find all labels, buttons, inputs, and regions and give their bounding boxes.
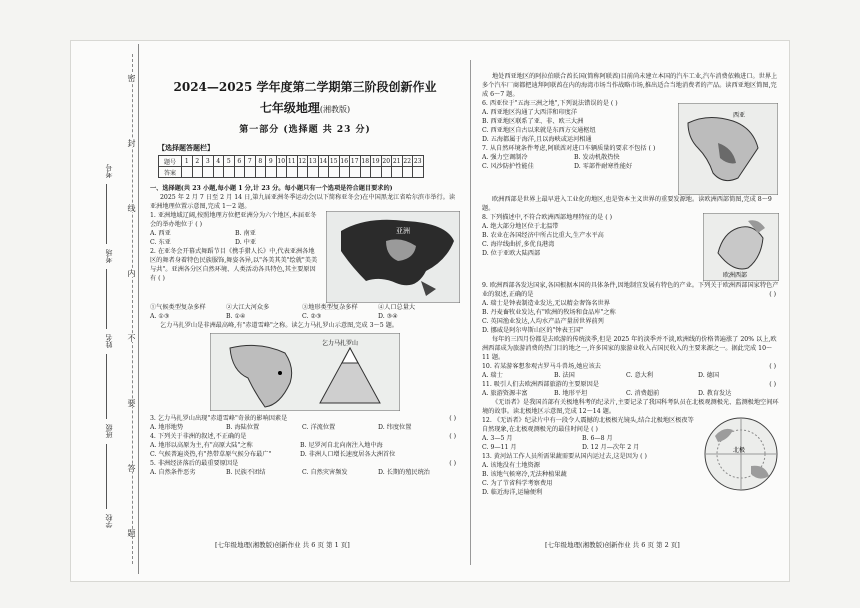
- answer-number-cell: 16: [340, 157, 349, 165]
- seal-word: 封: [127, 139, 136, 147]
- answer-input-cell[interactable]: [329, 167, 340, 178]
- intro-west-asia: 地处西亚地区的阿拉伯联合酋长国(简称阿联酋)目前尚未建立本国的汽车工业,汽车消费依赖进口。世界上多个汽车厂商都把迪拜阿联酋在内的海湾市场当作战略市场,推出适合当地消费者的产品。读西亚地区简图,完成 6～7 题。: [482, 73, 778, 98]
- answer-number-cell: 23: [413, 157, 422, 165]
- page-title: 2024—2025 学年度第二学期第三阶段创新作业: [173, 80, 437, 94]
- question-5: 5. 非洲经济落后的最重要原因是 ( ): [150, 460, 456, 467]
- answer-number-cell: 7: [245, 156, 256, 167]
- q2-items: ①气候类型复杂多样 ②大江大河众多 ③地形类型复杂多样 ④人口总量大: [150, 304, 416, 311]
- answer-input-cell[interactable]: [308, 167, 319, 178]
- answer-number-cell: 2: [192, 156, 203, 167]
- answer-number-cell: 21: [392, 157, 401, 165]
- answer-number-cell: 17: [350, 157, 359, 165]
- answer-input-cell[interactable]: [234, 167, 245, 178]
- answer-number-cell: 5: [224, 156, 235, 167]
- answer-number-cell: 11: [287, 157, 296, 165]
- answer-number-cell: 10: [277, 157, 286, 165]
- intro-arctic: 《无语者》是我国首部有关极地科考的纪录片,主要记录了我国科考队员在北极观测极光、监测极地空间环境的故事。读北极地区示意图,完成 12～14 题。: [482, 399, 779, 415]
- answer-number-cell: 22: [403, 157, 412, 165]
- field-line: [106, 444, 107, 509]
- kilimanjaro-map: [210, 333, 400, 411]
- page-1: [150, 72, 460, 477]
- question-7: 7. 从自然环境条件考虑,阿联酋对进口车辆质量的要求不包括 ( ): [482, 145, 656, 152]
- answer-number-cell: 6: [234, 156, 245, 167]
- field-line: [106, 269, 107, 329]
- answer-number-cell: 15: [329, 157, 338, 165]
- q5-options: A. 自然条件恶劣 B. 民族不团结 C. 自然灾害频发 D. 长期的殖民统治: [150, 469, 430, 476]
- answer-input-cell[interactable]: [192, 167, 203, 178]
- answer-number-cell: 18: [361, 157, 370, 165]
- answer-input-cell[interactable]: [182, 167, 193, 178]
- q4-options: A. 地形以高原为主,有"高原大陆"之称 B. 尼罗河自北向南注入地中海 C. 气候普遍炎热,有"热带草原气候分布最广" D. 非洲人口增长速度居各大洲首位: [150, 442, 396, 458]
- question-11: 11. 吸引人们去欧洲西部旅游的主要原因是 ( ): [482, 381, 776, 388]
- arctic-map: [703, 416, 779, 492]
- q6-options: A. 西亚地区沟通了大西洋和印度洋 B. 西亚地区联系了亚、非、欧三大洲 C. 西亚地区自古以来就是东西方交通枢纽 D. 五海都属于海洋,且以海峡或运河相通: [482, 109, 596, 143]
- seal-word: 密: [127, 74, 136, 82]
- seal-word: 不: [127, 334, 136, 342]
- question-1: 1. 亚洲地域辽阔,按照地理方位把亚洲分为六个地区,本届亚冬会的举办地位于 ( ): [150, 212, 317, 228]
- intro-tourism: 每年的三四月份都是去欧游的传统淡季,但是 2025 年的淡季并不淡,欧洲线的价格普遍涨了 20% 以上,欧洲西部成为旅游消费的热门目的地之一,许多国家的旅游业收入占国民收入的主要来源之一。据此完成 10～11 题。: [482, 336, 777, 361]
- answer-number-cell: 13: [308, 157, 317, 165]
- page-2: [482, 72, 780, 497]
- answer-number-cell: 4: [213, 156, 224, 167]
- map-label-asia: 亚洲: [396, 227, 410, 235]
- answer-input-cell[interactable]: [213, 167, 224, 178]
- field-line: [106, 354, 107, 419]
- q12-options: A. 3—5 月 B. 6—8 月 C. 9—11 月 D. 12 月—次年 2 月: [482, 435, 640, 451]
- seal-sidebar: [76, 44, 139, 574]
- answer-number-cell: 8: [255, 156, 266, 167]
- answer-number-cell: 12: [298, 157, 307, 165]
- field-school: 学校: [105, 514, 113, 528]
- question-12: 12. 《无语者》纪录片中有一段令人震撼的北极极光镜头,结合北极地区极夜等自然现象,在北极观测极光的最佳时间是 ( ): [482, 417, 694, 433]
- subject-title: 七年级地理(湘教版): [259, 101, 351, 115]
- asia-map: [326, 211, 460, 303]
- answer-input-cell[interactable]: [255, 167, 266, 178]
- answer-input-cell[interactable]: [339, 167, 350, 178]
- intro-1: 2025 年 2 月 7 日至 2 月 14 日,第九届亚洲冬季运动会(以下简称亚冬会)在中国黑龙江省哈尔滨市举行。读亚洲地理位置示意图,完成 1～2 题。: [150, 194, 456, 210]
- answer-number-cell: 9: [266, 156, 277, 167]
- q13-options: A. 该地没有土地资源 B. 该地气候寒冷,无法种植果蔬 C. 为了节省科学考察费用 D. 临近海洋,运输便利: [482, 462, 567, 496]
- answer-input-cell[interactable]: [381, 167, 392, 178]
- seal-word: 要: [127, 399, 136, 407]
- answer-input-cell[interactable]: [402, 167, 413, 178]
- answer-number-cell: 1: [182, 156, 193, 167]
- footer-page-2: [七年级地理(湘教版)创新作业 共 6 页 第 2 页]: [545, 541, 680, 549]
- seal-word: 题: [127, 529, 136, 537]
- field-number: 考号: [105, 164, 113, 178]
- q8-options: A. 绝大部分地区位于北温带 B. 农业在各国经济中所占比重大,生产水平高 C. 海岸线曲折,多优良港湾 D. 位于亚欧大陆西部: [482, 223, 604, 257]
- instruction: 一、选择题(共 23 小题,每小题 1 分,计 23 分。每小题只有一个选项是符合题目要求的): [150, 185, 393, 192]
- column-divider: [470, 60, 471, 565]
- question-10: 10. 若某游客想参观古罗马斗兽场,她应该去 ( ): [482, 363, 776, 370]
- answer-input-cell[interactable]: [413, 167, 424, 178]
- question-3: 3. 乞力马扎罗山出现"赤道雪峰"奇景的影响因素是 ( ): [150, 415, 456, 422]
- answer-input-cell[interactable]: [350, 167, 361, 178]
- q9-options: A. 瑞士是钟表制造业发达,无以精金奢饰名世界 B. 丹麦畜牧业发达,有"欧洲的牧场和食品库"之称 C. 英国渔业发达,人均水产品产量居世界前列 D. 挪威是阿尔卑斯山区的"钟表王国": [482, 300, 616, 334]
- row-head-answer: 答案: [159, 167, 182, 178]
- row-head-number: 题号: [159, 156, 182, 167]
- europe-map: [703, 213, 779, 281]
- question-13: 13. 黄河站工作人员所需果蔬需要从国内运过去,这是因为 ( ): [482, 453, 647, 460]
- q11-options: A. 旅游资源丰富 B. 地形平坦 C. 消费超前 D. 教育发达: [482, 390, 732, 397]
- answer-sheet-label: 【选择题答题栏】: [158, 143, 214, 152]
- question-4: 4. 下列关于非洲的叙述,不正确的是 ( ): [150, 433, 456, 440]
- answer-table: [158, 155, 424, 178]
- answer-input-cell[interactable]: [287, 167, 298, 178]
- field-line: [106, 184, 107, 244]
- answer-input-cell[interactable]: [203, 167, 214, 178]
- part-title: 第一部分 (选择题 共 23 分): [239, 125, 371, 135]
- seal-word: 线: [127, 204, 136, 212]
- answer-number-cell: 14: [319, 157, 328, 165]
- question-9: 9. 欧洲西部各发达国家,各国根据本国的具体条件,因地制宜发展有特色的产业。下列关于欧洲西部国家特色产业的叙述,正确的是 ( ): [482, 282, 779, 298]
- answer-input-cell[interactable]: [276, 167, 287, 178]
- answer-input-cell[interactable]: [318, 167, 329, 178]
- map-label-arctic: 北极: [733, 447, 746, 454]
- q10-options: A. 瑞士 B. 法国 C. 意大利 D. 德国: [482, 372, 720, 379]
- answer-input-cell[interactable]: [297, 167, 308, 178]
- field-name: 姓名: [105, 334, 113, 348]
- q1-options: A. 西亚 B. 南亚 C. 东亚 D. 中亚: [150, 230, 257, 246]
- seal-word: 内: [127, 269, 136, 277]
- intro-2: 乞力马扎罗山是非洲最高峰,有"赤道雪峰"之称。读乞力马扎罗山示意图,完成 3～5 题。: [160, 322, 398, 329]
- q2-options: A. ①③ B. ①④ C. ②③ D. ③④: [150, 313, 398, 320]
- answer-input-cell[interactable]: [245, 167, 256, 178]
- map-label-kilimanjaro: 乞力马扎罗山: [322, 340, 359, 347]
- answer-number-cell: 20: [382, 157, 391, 165]
- answer-number-cell: 3: [203, 156, 214, 167]
- q7-options: A. 强力空调制冷 B. 发动机散热快 C. 风沙防护性能佳 D. 零部件耐寒性能好: [482, 154, 633, 170]
- answer-input-cell[interactable]: [266, 167, 277, 178]
- question-8: 8. 下列描述中,不符合欧洲西部地理特征的是 ( ): [482, 214, 612, 221]
- field-class: 班级: [105, 424, 113, 438]
- answer-input-cell[interactable]: [371, 167, 382, 178]
- seal-word: 答: [127, 464, 136, 472]
- answer-input-cell[interactable]: [392, 167, 403, 178]
- question-6: 6. 西亚位于"五海三洲之地",下列说法错误的是 ( ): [482, 100, 618, 107]
- west-asia-map: [678, 103, 778, 195]
- map-label-west-asia: 西亚: [733, 112, 746, 119]
- seal-dashed-line: [132, 54, 133, 564]
- question-2: 2. 在亚冬会开幕式舞蹈节目《携手猎人长》中,代表亚洲各地区的舞者身着特色民族服饰,舞姿各异,以"各美其美"绘就"美美与共"。亚洲各分区自然环境、人类活动各具特色,其主要原因有 ( ): [150, 248, 318, 282]
- answer-input-cell[interactable]: [360, 167, 371, 178]
- answer-input-cell[interactable]: [224, 167, 235, 178]
- field-room: 考场: [105, 249, 113, 263]
- intro-europe: 欧洲西部是世界上最早进入工业化的地区,也是资本主义世界的重要发源地。读欧洲西部简图,完成 8～9 题。: [482, 196, 772, 212]
- answer-number-cell: 19: [371, 157, 380, 165]
- footer-page-1: [七年级地理(湘教版)创新作业 共 6 页 第 1 页]: [215, 541, 350, 549]
- map-label-europe: 欧洲西部: [723, 272, 748, 279]
- q3-options: A. 地形地势 B. 海陆位置 C. 洋流位置 D. 纬度位置: [150, 424, 412, 431]
